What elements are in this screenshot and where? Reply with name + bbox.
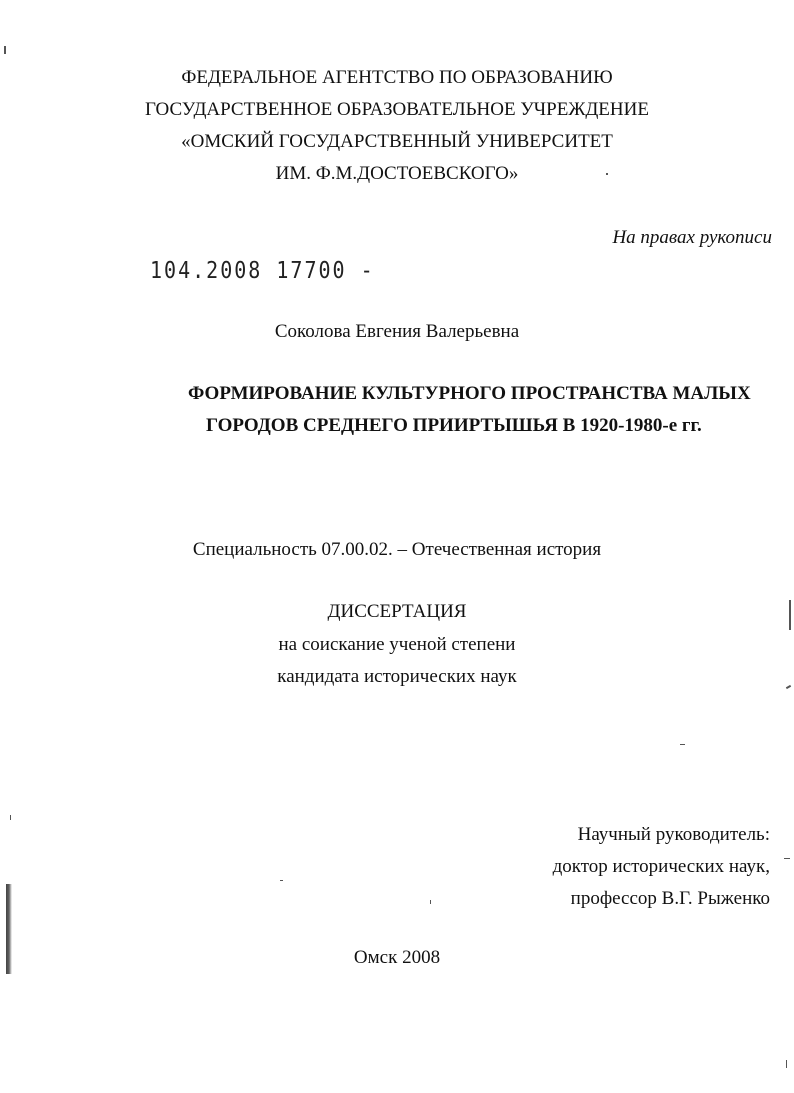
author-name: Соколова Евгения Валерьевна bbox=[274, 321, 520, 342]
institution-line-4: ИМ. Ф.М.ДОСТОЕВСКОГО» bbox=[275, 163, 519, 184]
degree-line-2: кандидата исторических наук bbox=[277, 666, 517, 687]
place-year: Омск 2008 bbox=[353, 947, 441, 968]
scan-speck bbox=[784, 858, 790, 859]
scan-speck bbox=[606, 173, 608, 175]
supervisor-label: Научный руководитель: bbox=[577, 824, 770, 845]
scan-speck bbox=[4, 46, 6, 54]
scan-speck bbox=[280, 880, 283, 881]
title-line-1: ФОРМИРОВАНИЕ КУЛЬТУРНОГО ПРОСТРАНСТВА МАЛЫХ bbox=[188, 383, 751, 404]
dissertation-heading: ДИССЕРТАЦИЯ bbox=[327, 601, 467, 622]
institution-line-1: ФЕДЕРАЛЬНОЕ АГЕНТСТВО ПО ОБРАЗОВАНИЮ bbox=[181, 67, 613, 88]
scan-speck bbox=[680, 744, 685, 745]
supervisor-name: профессор В.Г. Рыженко bbox=[570, 888, 770, 909]
institution-line-3: «ОМСКИЙ ГОСУДАРСТВЕННЫЙ УНИВЕРСИТЕТ bbox=[181, 131, 613, 152]
scan-speck bbox=[10, 815, 11, 820]
title-line-2: ГОРОДОВ СРЕДНЕГО ПРИИРТЫШЬЯ В 1920-1980-е гг. bbox=[206, 415, 702, 436]
scan-speck bbox=[789, 600, 791, 630]
scan-speck bbox=[786, 1060, 787, 1068]
institution-line-2: ГОСУДАРСТВЕННОЕ ОБРАЗОВАТЕЛЬНОЕ УЧРЕЖДЕНИЕ bbox=[145, 99, 649, 120]
degree-line-1: на соискание ученой степени bbox=[278, 634, 516, 655]
scan-speck bbox=[430, 900, 431, 904]
manuscript-rights-note: На правах рукописи bbox=[612, 227, 772, 248]
specialty: Специальность 07.00.02. – Отечественная история bbox=[192, 539, 602, 560]
scan-edge-artifact bbox=[6, 884, 12, 974]
library-stamp-number: 104.2008 17700 - bbox=[150, 256, 375, 284]
supervisor-degree: доктор исторических наук, bbox=[552, 856, 770, 877]
